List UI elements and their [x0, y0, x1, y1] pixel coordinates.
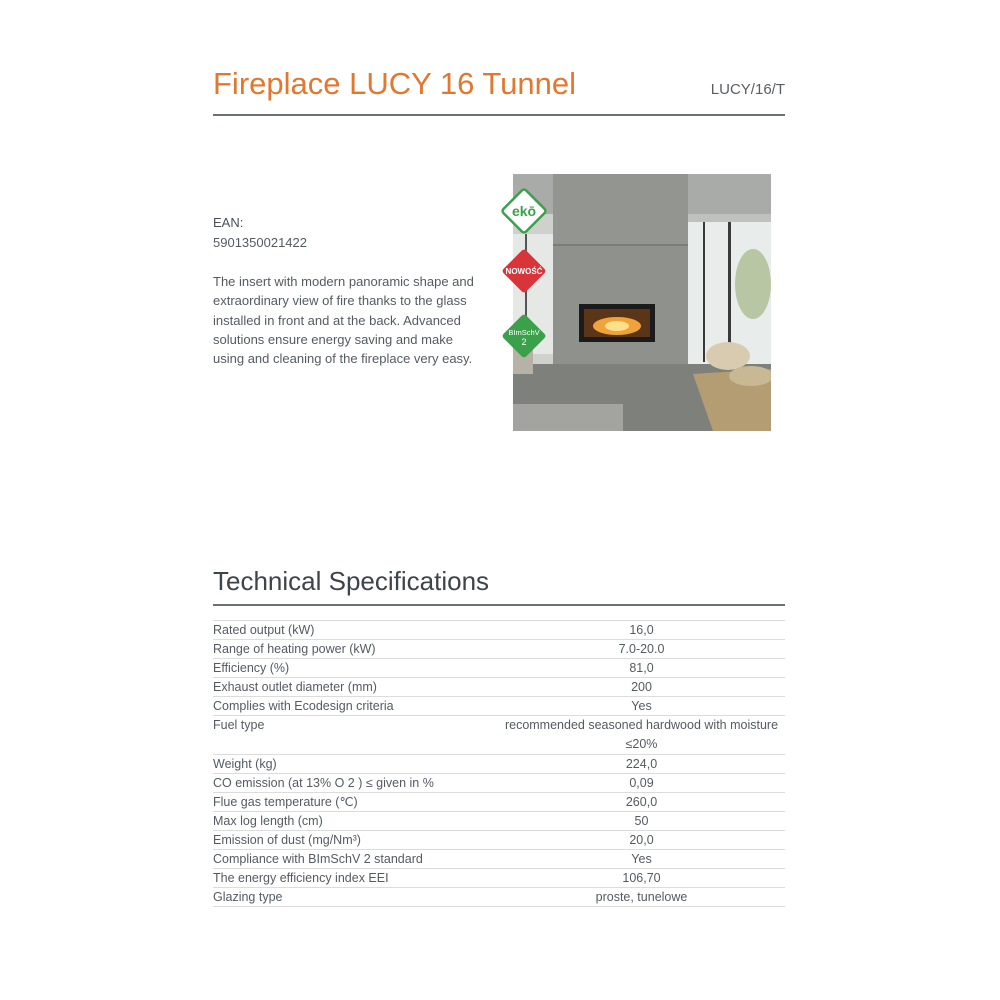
table-row — [213, 774, 785, 793]
spec-label: Glazing type — [213, 888, 498, 907]
table-row — [213, 621, 785, 640]
table-row — [213, 888, 785, 907]
ean-label: EAN: — [213, 215, 244, 230]
spec-value: 260,0 — [498, 793, 785, 812]
table-row — [213, 697, 785, 716]
spec-value: Yes — [498, 850, 785, 869]
bimschv-badge — [497, 309, 551, 363]
spec-label: Max log length (cm) — [213, 812, 498, 831]
eko-badge-text: ekō — [511, 203, 537, 219]
new-badge — [497, 244, 551, 298]
spec-value: 106,70 — [498, 869, 785, 888]
spec-label: Flue gas temperature (℃) — [213, 793, 498, 812]
spec-label: Compliance with BImSchV 2 standard — [213, 850, 498, 869]
table-row — [213, 869, 785, 888]
table-row — [213, 850, 785, 869]
table-row — [213, 659, 785, 678]
spec-label: Weight (kg) — [213, 755, 498, 774]
spec-value: 224,0 — [498, 755, 785, 774]
spec-label: Range of heating power (kW) — [213, 640, 498, 659]
table-row — [213, 755, 785, 774]
spec-label: Emission of dust (mg/Nm³) — [213, 831, 498, 850]
spec-label: The energy efficiency index EEI — [213, 869, 498, 888]
table-row — [213, 812, 785, 831]
spec-value: 20,0 — [498, 831, 785, 850]
table-row — [213, 793, 785, 812]
spec-value: recommended seasoned hardwood with moisture ≤20% — [498, 716, 785, 755]
new-badge-text: NOWOŚĆ — [505, 267, 543, 276]
spec-label: Exhaust outlet diameter (mm) — [213, 678, 498, 697]
spec-value: Yes — [498, 697, 785, 716]
table-row — [213, 716, 785, 755]
spec-label: Fuel type — [213, 716, 498, 755]
ean-value: 5901350021422 — [213, 235, 307, 250]
spec-value: 50 — [498, 812, 785, 831]
spec-value: 0,09 — [498, 774, 785, 793]
spec-value: 16,0 — [498, 621, 785, 640]
product-code: LUCY/16/T — [710, 81, 785, 98]
header — [213, 62, 785, 116]
spec-value: 81,0 — [498, 659, 785, 678]
spec-label: Complies with Ecodesign criteria — [213, 697, 498, 716]
table-row — [213, 678, 785, 697]
spec-value: 7.0-20.0 — [498, 640, 785, 659]
specs-header — [213, 562, 785, 606]
table-row — [213, 640, 785, 659]
spec-label: Rated output (kW) — [213, 621, 498, 640]
bimschv-badge-text: BImSchV — [508, 328, 540, 337]
spec-label: Efficiency (%) — [213, 659, 498, 678]
eko-badge — [497, 184, 551, 238]
product-description: The insert with modern panoramic shape and extraordinary view of fire thanks to the glass installed in front and at the back. Advanced solutions ensure energy saving and make using and cleaning of the fireplace very easy. — [213, 274, 474, 367]
specs-table — [213, 620, 785, 907]
spec-value: proste, tunelowe — [498, 888, 785, 907]
spec-value: 200 — [498, 678, 785, 697]
page-title: Fireplace LUCY 16 Tunnel — [213, 66, 577, 101]
spec-label: CO emission (at 13% O 2 ) ≤ given in % — [213, 774, 498, 793]
bimschv-badge-number: 2 — [521, 337, 527, 347]
product-photo — [513, 174, 771, 431]
table-row — [213, 831, 785, 850]
specs-title: Technical Specifications — [213, 566, 490, 596]
